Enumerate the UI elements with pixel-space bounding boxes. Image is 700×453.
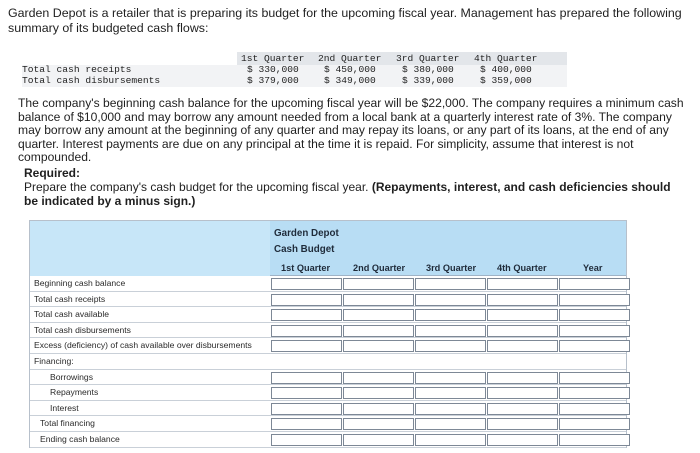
required-instructions <box>24 181 684 208</box>
budget-input-q3[interactable] <box>415 403 486 415</box>
budget-row-label: Total cash receipts <box>34 293 106 304</box>
required-text: Prepare the company's cash budget for the upcoming fiscal year. <box>24 180 369 194</box>
budget-input-year[interactable] <box>559 325 630 337</box>
budget-row <box>30 417 626 432</box>
budget-input-q1[interactable] <box>271 372 342 384</box>
required-title: Required: <box>24 166 81 180</box>
budget-row-label: Total cash disbursements <box>34 324 131 335</box>
budget-input-q3[interactable] <box>415 309 486 321</box>
budget-row <box>30 433 626 448</box>
budget-input-q3[interactable] <box>415 418 486 430</box>
budget-input-q1[interactable] <box>271 418 342 430</box>
budget-input-year[interactable] <box>559 278 630 290</box>
budget-input-q2[interactable] <box>343 434 414 446</box>
budget-row <box>30 277 626 292</box>
budget-input-q4[interactable] <box>487 372 558 384</box>
budget-input-q3[interactable] <box>415 340 486 352</box>
col-header-q2: 2nd Quarter <box>353 263 406 273</box>
budget-input-q1[interactable] <box>271 387 342 399</box>
budget-row-label: Excess (deficiency) of cash available over disbursements <box>34 340 252 351</box>
budget-row-label: Financing: <box>34 356 74 366</box>
budget-input-year[interactable] <box>559 294 630 306</box>
budget-input-q1[interactable] <box>271 403 342 415</box>
disbursements-q4: $ 359,000 <box>480 75 532 86</box>
budget-input-year[interactable] <box>559 340 630 352</box>
budget-row <box>30 308 626 323</box>
budget-input-q3[interactable] <box>415 325 486 337</box>
budget-input-q2[interactable] <box>343 294 414 306</box>
budget-row <box>30 371 626 386</box>
budget-row-label: Total financing <box>40 418 95 429</box>
budget-row <box>30 402 626 417</box>
receipts-q2: $ 450,000 <box>324 64 376 75</box>
budget-row <box>30 324 626 339</box>
problem-paragraph: The company's beginning cash balance for the upcoming fiscal year will be $22,000. The company requires a minimum cash balance of $10,000 and may borrow any amount needed from a local bank at a quarterly interest rate of 3%. The company may borrow any amount at the beginning of any quarter and may repay its loans, or any part of its loans, at the end of any quarter. Interest payments are due on any principal at the time it is repaid. For simplicity, assume that interest is not compounded. <box>18 96 684 165</box>
budget-input-q2[interactable] <box>343 340 414 352</box>
receipts-label: Total cash receipts <box>22 64 132 75</box>
budget-input-q1[interactable] <box>271 434 342 446</box>
budget-input-q4[interactable] <box>487 340 558 352</box>
budget-input-q1[interactable] <box>271 294 342 306</box>
budget-input-q1[interactable] <box>271 309 342 321</box>
budget-input-q1[interactable] <box>271 325 342 337</box>
budget-input-year[interactable] <box>559 403 630 415</box>
budget-input-q4[interactable] <box>487 325 558 337</box>
budget-row <box>30 386 626 401</box>
budget-row <box>30 293 626 308</box>
budget-row-label: Ending cash balance <box>40 434 120 444</box>
budget-row-label: Beginning cash balance <box>34 278 126 288</box>
budget-input-year[interactable] <box>559 309 630 321</box>
budget-row <box>30 355 626 370</box>
receipts-q4: $ 400,000 <box>480 64 532 75</box>
budget-input-q4[interactable] <box>487 403 558 415</box>
budget-row-label: Borrowings <box>50 371 93 382</box>
budget-input-q4[interactable] <box>487 278 558 290</box>
col-header-year: Year <box>583 263 603 273</box>
budget-input-q3[interactable] <box>415 372 486 384</box>
budget-input-q4[interactable] <box>487 387 558 399</box>
budget-input-q2[interactable] <box>343 278 414 290</box>
col-header-q3: 3rd Quarter <box>426 263 477 273</box>
company-name: Garden Depot <box>274 228 339 239</box>
budget-header-label-area <box>30 221 270 276</box>
col-header-q1: 1st Quarter <box>281 263 331 273</box>
receipts-q1: $ 330,000 <box>247 64 299 75</box>
q1-header: 1st Quarter <box>241 53 305 64</box>
budget-input-year[interactable] <box>559 387 630 399</box>
budget-input-q1[interactable] <box>271 340 342 352</box>
budget-input-q4[interactable] <box>487 309 558 321</box>
budget-input-q3[interactable] <box>415 434 486 446</box>
problem-intro: Garden Depot is a retailer that is preparing its budget for the upcoming fiscal year. Management has prepared the following summary of its budgeted cash flows: <box>8 6 682 35</box>
budget-row <box>30 339 626 354</box>
budget-input-year[interactable] <box>559 418 630 430</box>
budget-row-label: Interest <box>50 402 79 413</box>
budget-input-year[interactable] <box>559 434 630 446</box>
budget-input-q2[interactable] <box>343 372 414 384</box>
disbursements-q2: $ 349,000 <box>324 75 376 86</box>
budget-row-label: Total cash available <box>34 309 110 320</box>
budget-input-q2[interactable] <box>343 418 414 430</box>
disbursements-q1: $ 379,000 <box>247 75 299 86</box>
budget-row-label: Repayments <box>50 387 99 398</box>
q2-header: 2nd Quarter <box>318 53 382 64</box>
disbursements-label: Total cash disbursements <box>22 75 161 86</box>
col-header-q4: 4th Quarter <box>497 263 547 273</box>
cash-budget-worksheet <box>29 220 627 448</box>
budget-input-q3[interactable] <box>415 387 486 399</box>
budget-input-q2[interactable] <box>343 325 414 337</box>
q3-header: 3rd Quarter <box>396 53 460 64</box>
disbursements-q3: $ 339,000 <box>402 75 454 86</box>
budget-input-q4[interactable] <box>487 418 558 430</box>
required-note: (Repayments, interest, and cash deficiencies should be indicated by a minus sign.) <box>24 180 671 208</box>
budget-input-q2[interactable] <box>343 403 414 415</box>
budget-input-q3[interactable] <box>415 278 486 290</box>
budget-input-q2[interactable] <box>343 387 414 399</box>
budget-input-q4[interactable] <box>487 294 558 306</box>
budget-title: Cash Budget <box>274 244 335 255</box>
budget-input-q1[interactable] <box>271 278 342 290</box>
receipts-q3: $ 380,000 <box>402 64 454 75</box>
budget-header <box>30 221 626 276</box>
budget-input-q2[interactable] <box>343 309 414 321</box>
budget-input-q4[interactable] <box>487 434 558 446</box>
q4-header: 4th Quarter <box>474 53 538 64</box>
budget-input-year[interactable] <box>559 372 630 384</box>
budget-input-q3[interactable] <box>415 294 486 306</box>
